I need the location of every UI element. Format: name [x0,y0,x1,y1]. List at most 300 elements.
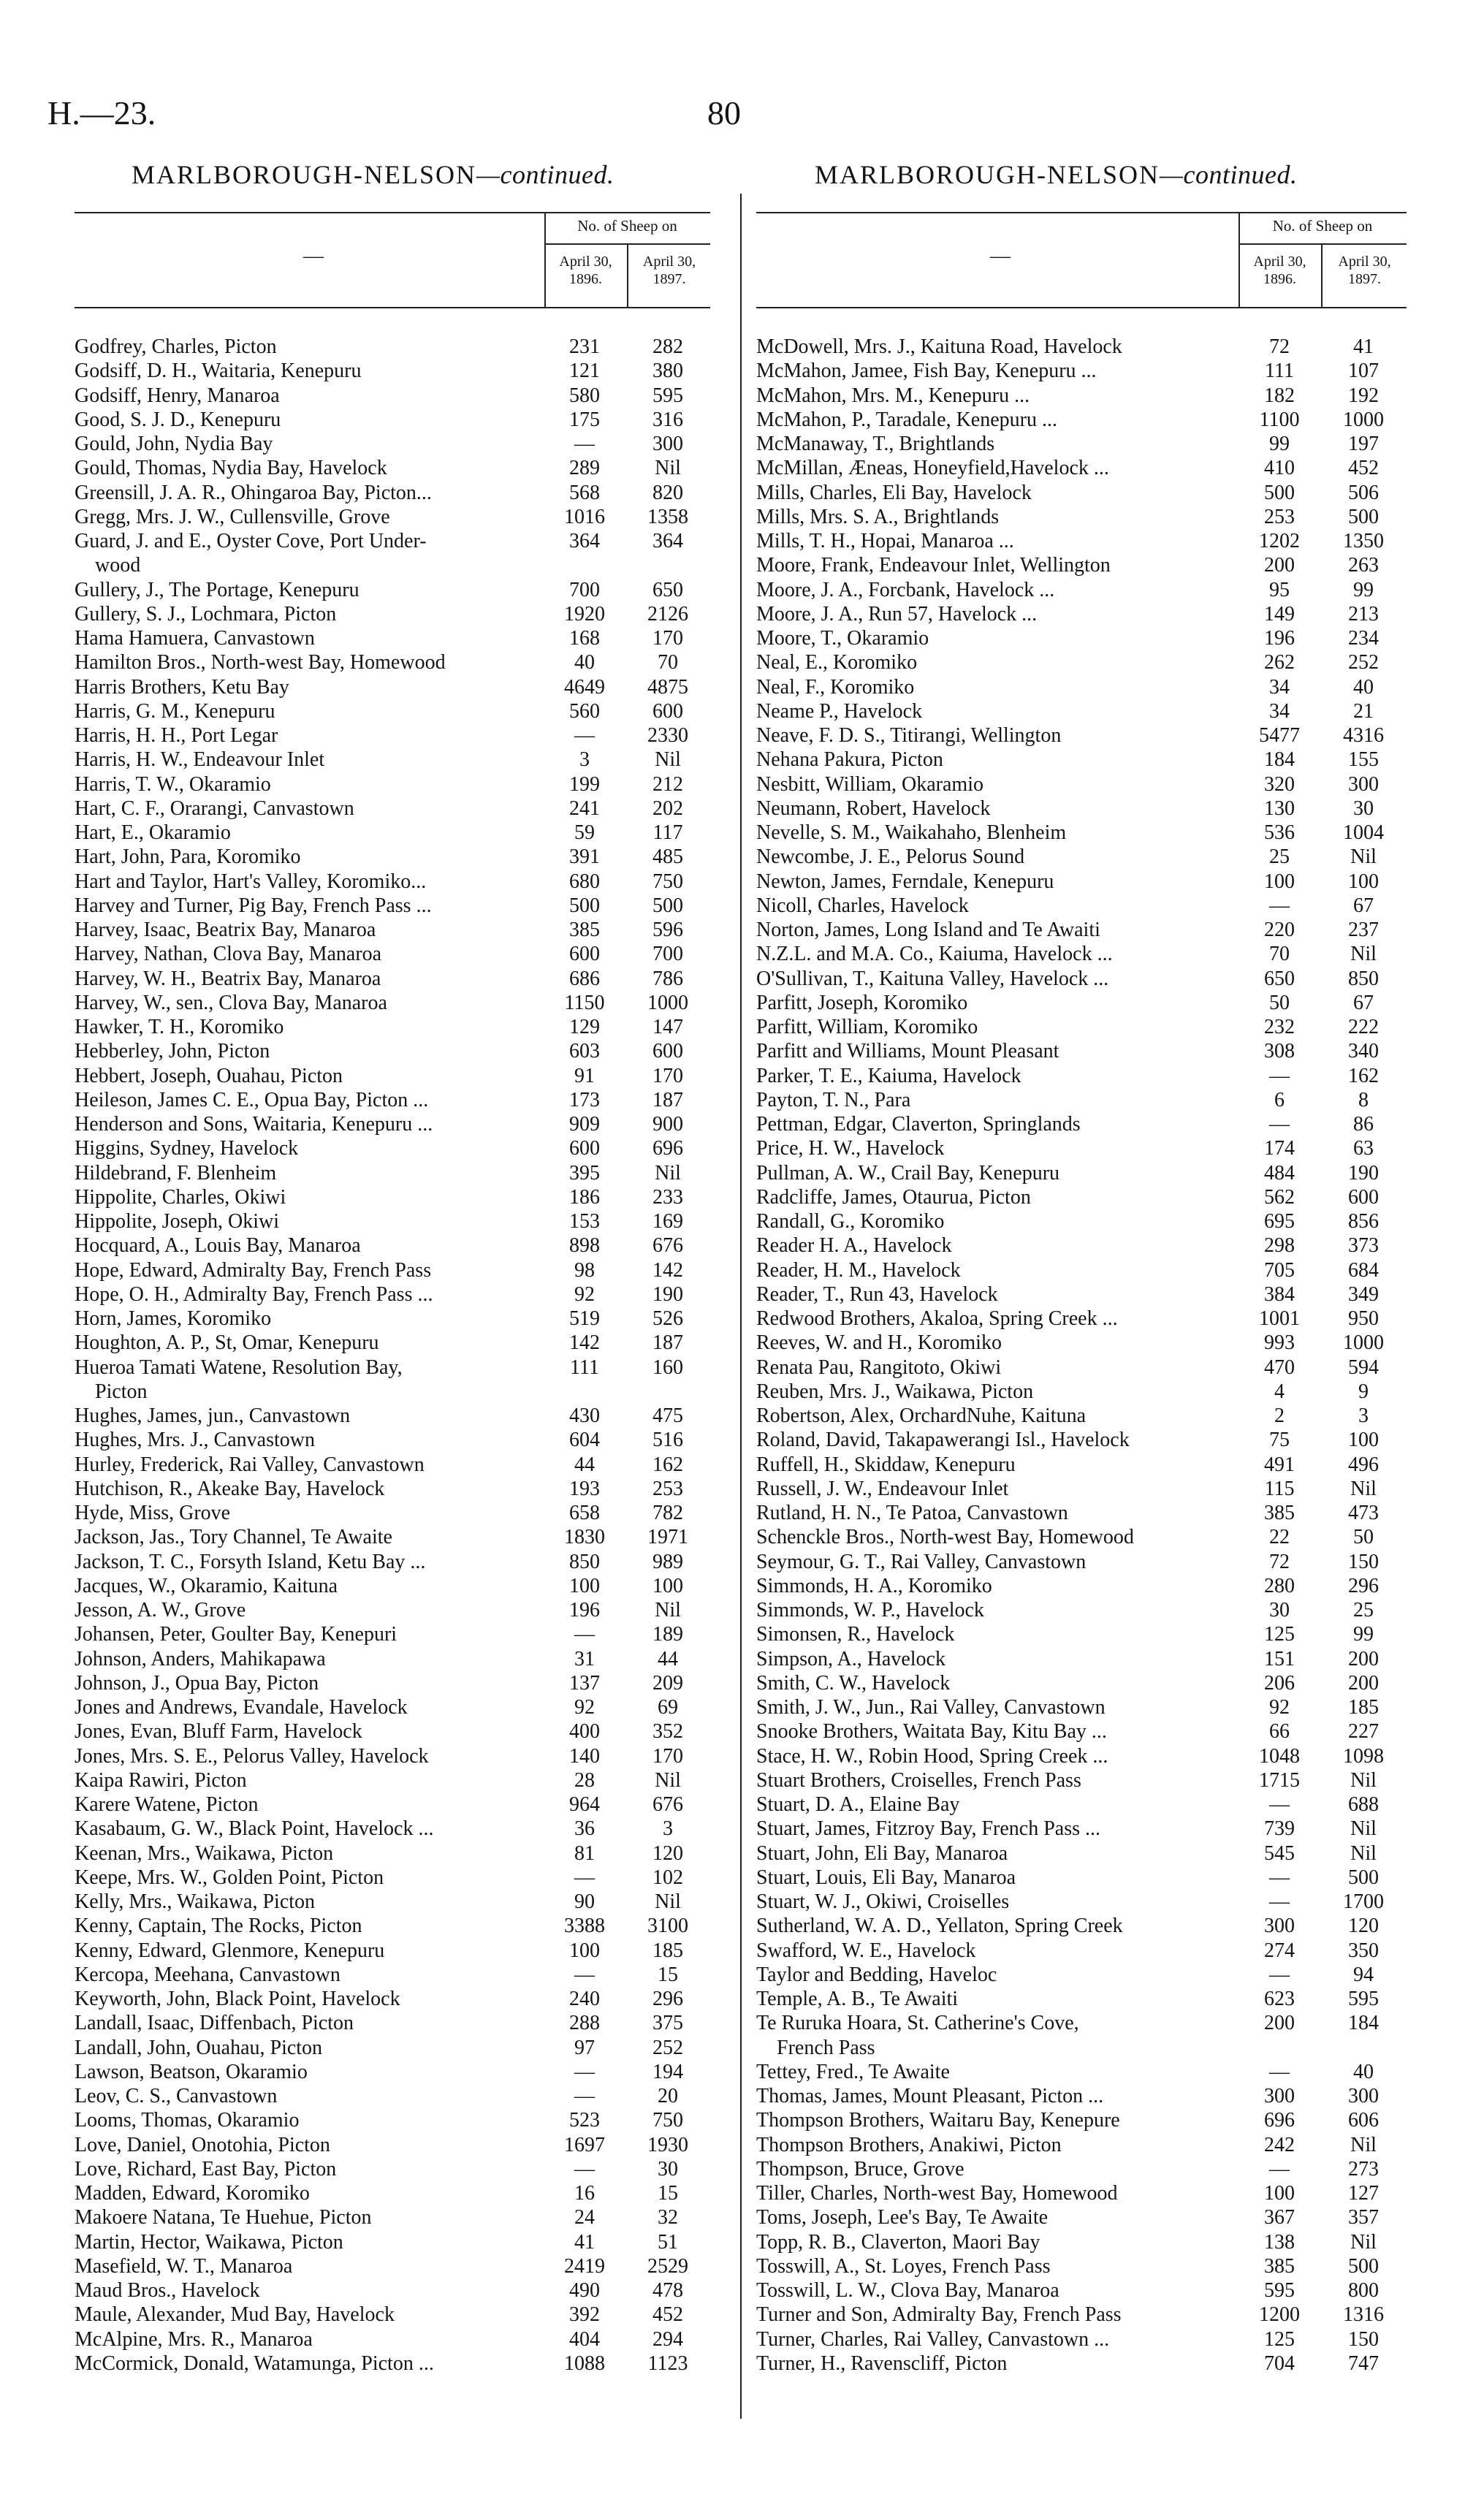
entry-name: Harris, H. H., Port Legar [75,724,278,747]
entry-name: Looms, Thomas, Okaramio [75,2109,300,2132]
table-row [75,2084,718,2108]
sheep-1896: 92 [574,1696,595,1719]
sheep-1897: 600 [652,1040,683,1063]
left-header-group: No. of Sheep on [577,217,677,235]
sheep-1897: 340 [1348,1040,1379,1063]
sheep-1897: Nil [655,1161,681,1185]
sheep-1896: 993 [1264,1331,1295,1355]
sheep-1897: 696 [652,1137,683,1160]
sheep-1897: 500 [652,894,683,917]
entry-name: Leov, C. S., Canvastown [75,2085,278,2107]
sheep-1896: — [574,2157,595,2181]
table-row [75,553,718,577]
sheep-1896: 308 [1264,1040,1295,1063]
table-row [756,1428,1410,1452]
table-row [75,2278,718,2303]
sheep-1897: 600 [1348,1185,1379,1209]
entry-name: Jacques, W., Okaramio, Kaituna [75,1574,338,1597]
entry-name: Maud Bros., Havelock [75,2279,260,2302]
entry-name: Parfitt, William, Koromiko [756,1016,978,1038]
entry-name: Hippolite, Joseph, Okiwi [75,1210,279,1233]
sheep-1897: 294 [652,2327,683,2351]
table-row [756,1209,1410,1233]
sheep-1897: 120 [652,1841,683,1865]
entry-name: Ruffell, H., Skiddaw, Kenepuru [756,1453,1016,1476]
sheep-1897: 1000 [647,991,688,1014]
sheep-1897: 596 [652,919,683,941]
sheep-1896: 30 [1269,1599,1290,1622]
sheep-1896: 174 [1264,1137,1295,1160]
table-row [75,1817,718,1841]
table-row [756,578,1410,602]
sheep-1897: 160 [652,1356,683,1379]
entry-name: Hyde, Miss, Grove [75,1502,231,1524]
table-row [756,456,1410,480]
sheep-1897: 1350 [1343,530,1384,552]
entry-name: McCormick, Donald, Watamunga, Picton ... [75,2352,434,2375]
table-row [75,1719,718,1744]
entry-name: Hart, E., Okaramio [75,821,231,844]
sheep-1896: 199 [569,772,600,796]
table-row [75,991,718,1015]
sheep-1896: — [574,1623,595,1646]
table-row [75,2254,718,2278]
entry-name: McManaway, T., Brightlands [756,433,995,455]
sheep-1897: 350 [1348,1939,1379,1962]
sheep-1896: 92 [1269,1696,1290,1719]
sheep-1897: 473 [1348,1502,1379,1524]
sheep-1896: 129 [569,1016,600,1038]
entry-name: Hope, O. H., Admiralty Bay, French Pass ... [75,1282,433,1306]
entry-name: Heileson, James C. E., Opua Bay, Picton ... [75,1088,429,1111]
sheep-1896: 500 [1264,481,1295,504]
sheep-1897: 233 [652,1185,683,1209]
entry-name: Snooke Brothers, Waitata Bay, Kitu Bay ... [756,1720,1107,1744]
sheep-1897: 86 [1353,1113,1374,1136]
table-row [75,1671,718,1695]
sheep-1896: 34 [1269,699,1290,723]
table-row [756,845,1410,869]
entry-name: McAlpine, Mrs. R., Manaroa [75,2327,313,2351]
sheep-1897: 800 [1348,2279,1379,2302]
sheep-1896: 111 [1265,360,1294,383]
entry-name: Kenny, Edward, Glenmore, Kenepuru [75,1939,385,1962]
sheep-1897: Nil [1350,1477,1377,1500]
sheep-1896: 1001 [1259,1307,1300,1330]
table-row [75,1501,718,1525]
sheep-1896: 603 [569,1040,600,1063]
table-row [75,1039,718,1063]
entry-name: Topp, R. B., Claverton, Maori Bay [756,2230,1040,2254]
page-reference: H.—23. [47,94,156,132]
table-row [75,505,718,529]
sheep-1896: 231 [569,335,600,358]
sheep-1897: 15 [658,2182,678,2205]
table-row [756,1112,1410,1136]
sheep-1896: — [1269,1963,1290,1986]
sheep-1896: — [1269,894,1290,917]
sheep-1896: 523 [569,2109,600,2132]
table-row [75,481,718,505]
sheep-1896: 600 [569,1137,600,1160]
sheep-1896: 262 [1264,651,1295,674]
left-header-bottom-rule [75,307,710,308]
sheep-1896: 200 [1264,2012,1295,2035]
entry-name: Norton, James, Long Island and Te Awaiti [756,919,1100,941]
entry-name: McMahon, Mrs. M., Kenepuru ... [756,384,1030,407]
table-row [75,1768,718,1792]
entry-name: Hippolite, Charles, Okiwi [75,1185,286,1209]
entry-name: Landall, John, Ouahau, Picton [75,2036,323,2059]
entry-name: Gould, John, Nydia Bay [75,433,273,455]
table-row [75,2205,718,2229]
sheep-1897: 989 [652,1550,683,1573]
table-row [75,2011,718,2035]
table-row [75,845,718,869]
sheep-1897: 1358 [647,505,688,528]
entry-name: Renata Pau, Rangitoto, Okiwi [756,1356,1002,1379]
sheep-1897: 595 [1348,1988,1379,2010]
sheep-1897: 676 [652,1234,683,1258]
sheep-1896: 595 [1264,2279,1295,2302]
sheep-1896: 391 [569,845,600,869]
entry-name: French Pass [777,2036,875,2059]
entry-name: Stuart, W. J., Okiwi, Croiselles [756,1890,1010,1913]
table-row [756,1088,1410,1112]
table-row [75,1939,718,1963]
left-header-mid-rule [544,243,710,245]
entry-name: Hocquard, A., Louis Bay, Manaroa [75,1234,361,1258]
table-row [756,1841,1410,1866]
sheep-1897: 282 [652,335,683,358]
right-header-mid-rule [1238,243,1407,245]
sheep-1896: 739 [1264,1817,1295,1841]
sheep-1896: 280 [1264,1574,1295,1597]
entry-name: Greensill, J. A. R., Ohingaroa Bay, Picton... [75,481,432,504]
sheep-1897: 452 [652,2303,683,2327]
entry-name: Turner, Charles, Rai Valley, Canvastown ... [756,2327,1110,2351]
entry-name: Harris, G. M., Kenepuru [75,699,275,723]
sheep-1896: 705 [1264,1258,1295,1282]
sheep-1897: 1700 [1343,1890,1384,1913]
sheep-1897: 187 [652,1331,683,1355]
entry-name: Houghton, A. P., St, Omar, Kenepuru [75,1331,379,1355]
sheep-1896: 300 [1264,1915,1295,1938]
table-row [756,2108,1410,2132]
table-row [756,1768,1410,1792]
entry-name: Gullery, S. J., Lochmara, Picton [75,602,337,626]
sheep-1896: 149 [1264,602,1295,626]
table-row [75,1550,718,1574]
table-row [756,2352,1410,2376]
sheep-1897: 213 [1348,602,1379,626]
sheep-1896: 274 [1264,1939,1295,1962]
sheep-1896: 193 [569,1477,600,1500]
entry-name: Price, H. W., Havelock [756,1137,945,1160]
entry-name: Robertson, Alex, OrchardNuhe, Kaituna [756,1404,1086,1427]
entry-name: Randall, G., Koromiko [756,1210,945,1233]
entry-name: Reeves, W. and H., Koromiko [756,1331,1002,1355]
sheep-1897: 750 [652,870,683,893]
column-separator [740,194,742,2419]
entry-name: Tosswill, A., St. Loyes, French Pass [756,2254,1051,2278]
sheep-1897: 155 [1348,748,1379,772]
sheep-1897: 185 [1348,1696,1379,1719]
sheep-1897: 107 [1348,360,1379,383]
sheep-1896: 196 [569,1599,600,1622]
table-row [756,942,1410,966]
sheep-1897: 3 [663,1817,673,1841]
sheep-1896: 898 [569,1234,600,1258]
entry-name: Radcliffe, James, Otaurua, Picton [756,1185,1031,1209]
table-row [756,1185,1410,1209]
sheep-1897: 750 [652,2109,683,2132]
sheep-1896: 97 [574,2036,595,2059]
entry-name: Nehana Pakura, Picton [756,748,943,772]
sheep-1897: 1930 [647,2133,688,2156]
table-row [756,918,1410,942]
entry-name: Hama Hamuera, Canvastown [75,627,315,650]
sheep-1897: 117 [652,821,683,844]
sheep-1896: 1830 [564,1526,605,1549]
table-row [756,1015,1410,1039]
sheep-1896: 220 [1264,919,1295,941]
sheep-1897: 8 [1358,1088,1369,1111]
sheep-1896: — [574,724,595,747]
sheep-1897: 595 [652,384,683,407]
sheep-1897: 452 [1348,457,1379,480]
entry-name: Johnson, Anders, Mahikapawa [75,1647,326,1670]
table-row [75,626,718,650]
sheep-1897: 2529 [647,2254,688,2278]
entry-name: McMillan, Æneas, Honeyfield,Havelock ... [756,457,1109,480]
entry-name: Karere Watene, Picton [75,1793,259,1816]
right-header-top-rule [756,212,1407,213]
table-row [75,797,718,821]
table-row [75,2181,718,2205]
sheep-1896: 153 [569,1210,600,1233]
table-row [756,1525,1410,1549]
sheep-1897: Nil [1350,845,1377,869]
sheep-1896: — [1269,2157,1290,2181]
sheep-1897: 1971 [647,1526,688,1549]
table-row [75,1161,718,1185]
table-row [75,2133,718,2157]
left-column-title: MARLBOROUGH-NELSON—continued. [132,160,614,189]
sheep-1896: 206 [1264,1671,1295,1695]
sheep-1896: 484 [1264,1161,1295,1185]
sheep-1896: 658 [569,1502,600,1524]
sheep-1896: 100 [569,1939,600,1962]
sheep-1897: 194 [652,2060,683,2083]
entry-name: Reader H. A., Havelock [756,1234,952,1258]
entry-name: Swafford, W. E., Havelock [756,1939,976,1962]
entry-name: Reader, T., Run 43, Havelock [756,1282,998,1306]
table-row [756,1501,1410,1525]
sheep-1897: 3100 [647,1915,688,1938]
sheep-1896: 142 [569,1331,600,1355]
table-row [756,335,1410,359]
sheep-1897: Nil [1350,1817,1377,1841]
sheep-1897: 32 [658,2206,678,2229]
sheep-1897: Nil [655,1890,681,1913]
table-row [756,602,1410,626]
entry-name: Thomas, James, Mount Pleasant, Picton ... [756,2085,1104,2107]
table-row [756,1477,1410,1501]
sheep-1897: Nil [655,748,681,772]
table-row [756,2278,1410,2303]
sheep-1897: 100 [652,1574,683,1597]
sheep-1897: 169 [652,1210,683,1233]
entry-name: Simonsen, R., Havelock [756,1623,955,1646]
sheep-1897: 747 [1348,2352,1379,2375]
entry-name: Thompson, Bruce, Grove [756,2157,964,2181]
entry-name: Henderson and Sons, Waitaria, Kenepuru ... [75,1113,433,1136]
entry-name: Thompson Brothers, Anakiwi, Picton [756,2133,1062,2156]
sheep-1897: 30 [1353,797,1374,820]
table-row [75,748,718,772]
entry-name: Harvey, Isaac, Beatrix Bay, Manaroa [75,919,376,941]
entry-name: Godfrey, Charles, Picton [75,335,277,358]
sheep-1897: Nil [1350,1841,1377,1865]
entry-name: Taylor and Bedding, Haveloc [756,1963,997,1986]
table-row [756,2230,1410,2254]
entry-name: Kelly, Mrs., Waikawa, Picton [75,1890,316,1913]
entry-name: Stuart, John, Eli Bay, Manaroa [756,1841,1008,1865]
table-row [75,967,718,991]
sheep-1897: 209 [652,1671,683,1695]
entry-name: Stuart, D. A., Elaine Bay [756,1793,960,1816]
entry-name: Kasabaum, G. W., Black Point, Havelock ... [75,1817,434,1841]
sheep-1897: 263 [1348,554,1379,577]
table-row [756,894,1410,918]
table-row [75,1380,718,1404]
entry-name: Keenan, Mrs., Waikawa, Picton [75,1841,334,1865]
table-row [756,1671,1410,1695]
entry-name: Harvey, Nathan, Clova Bay, Manaroa [75,943,382,966]
sheep-1896: 25 [1269,845,1290,869]
table-row [756,1866,1410,1890]
table-row [75,1695,718,1719]
table-row [756,967,1410,991]
table-row [75,1185,718,1209]
sheep-1896: 1715 [1259,1768,1300,1792]
right-header-group: No. of Sheep on [1272,217,1373,235]
entry-name: Tosswill, L. W., Clova Bay, Manaroa [756,2279,1059,2302]
entry-name: Seymour, G. T., Rai Valley, Canvastown [756,1550,1087,1573]
sheep-1897: 300 [1348,2085,1379,2107]
entry-name: Parker, T. E., Kaiuma, Havelock [756,1064,1021,1087]
sheep-1896: 72 [1269,335,1290,358]
sheep-1897: 786 [652,967,683,990]
table-row [756,1963,1410,1987]
entry-name: Landall, Isaac, Diffenbach, Picton [75,2012,354,2035]
entry-name: Parfitt, Joseph, Koromiko [756,991,968,1014]
sheep-1897: 850 [1348,967,1379,990]
sheep-1897: Nil [1350,2133,1377,2156]
sheep-1897: Nil [655,1599,681,1622]
sheep-1896: — [574,2060,595,2083]
table-row [756,408,1410,432]
sheep-1896: 400 [569,1720,600,1744]
sheep-1896: 200 [1264,554,1295,577]
entry-name: Kercopa, Meehana, Canvastown [75,1963,340,1986]
sheep-1897: 147 [652,1016,683,1038]
sheep-1896: 140 [569,1744,600,1768]
entry-name: Kenny, Captain, The Rocks, Picton [75,1915,362,1938]
sheep-1896: — [1269,1064,1290,1087]
table-row [75,650,718,674]
table-row [756,2254,1410,2278]
sheep-1896: 1697 [564,2133,605,2156]
table-row [756,2157,1410,2181]
sheep-1896: 680 [569,870,600,893]
table-row [756,1404,1410,1428]
entry-name: Schenckle Bros., North-west Bay, Homewood [756,1526,1134,1549]
table-row [75,2157,718,2181]
table-row [756,2181,1410,2205]
sheep-1896: 470 [1264,1356,1295,1379]
entry-name: Payton, T. N., Para [756,1088,911,1111]
sheep-1897: 375 [652,2012,683,2035]
sheep-1897: 170 [652,1744,683,1768]
table-row [756,1622,1410,1646]
left-header-dash: — [303,245,324,267]
table-row [756,481,1410,505]
sheep-1897: 2330 [647,724,688,747]
entry-name: Hughes, James, jun., Canvastown [75,1404,351,1427]
entry-name: Keepe, Mrs. W., Golden Point, Picton [75,1866,384,1889]
sheep-1896: 1200 [1259,2303,1300,2327]
sheep-1897: 1004 [1343,821,1384,844]
entry-name: Turner and Son, Admiralty Bay, French Pass [756,2303,1122,2327]
sheep-1896: 686 [569,967,600,990]
sheep-1896: 298 [1264,1234,1295,1258]
sheep-1896: 137 [569,1671,600,1695]
table-row [75,1088,718,1112]
table-row [756,870,1410,894]
table-row [75,1525,718,1549]
sheep-1897: 150 [1348,1550,1379,1573]
entry-name: Harris Brothers, Ketu Bay [75,675,289,699]
sheep-1897: 51 [658,2230,678,2254]
table-row [75,1987,718,2011]
sheep-1897: 70 [658,651,678,674]
sheep-1896: 91 [574,1064,595,1087]
table-row [756,2036,1410,2060]
entry-name: Reader, H. M., Havelock [756,1258,961,1282]
table-row [756,1136,1410,1160]
table-row [756,1550,1410,1574]
sheep-1896: 81 [574,1841,595,1865]
sheep-1896: 385 [569,919,600,941]
entry-name: N.Z.L. and M.A. Co., Kaiuma, Havelock ... [756,943,1113,966]
sheep-1896: 1202 [1259,530,1300,552]
table-row [756,1039,1410,1063]
entry-name: Neal, E., Koromiko [756,651,918,674]
sheep-1897: 253 [652,1477,683,1500]
sheep-1897: 1000 [1343,1331,1384,1355]
table-row [756,1574,1410,1598]
sheep-1897: 357 [1348,2206,1379,2229]
entry-name: O'Sullivan, T., Kaituna Valley, Havelock ... [756,967,1109,990]
entry-name: Turner, H., Ravenscliff, Picton [756,2352,1008,2375]
entry-name: Gould, Thomas, Nydia Bay, Havelock [75,457,387,480]
sheep-1896: 580 [569,384,600,407]
entry-name: Hawker, T. H., Koromiko [75,1016,284,1038]
sheep-1897: 4316 [1343,724,1384,747]
entry-name: Moore, J. A., Forcbank, Havelock ... [756,578,1055,601]
